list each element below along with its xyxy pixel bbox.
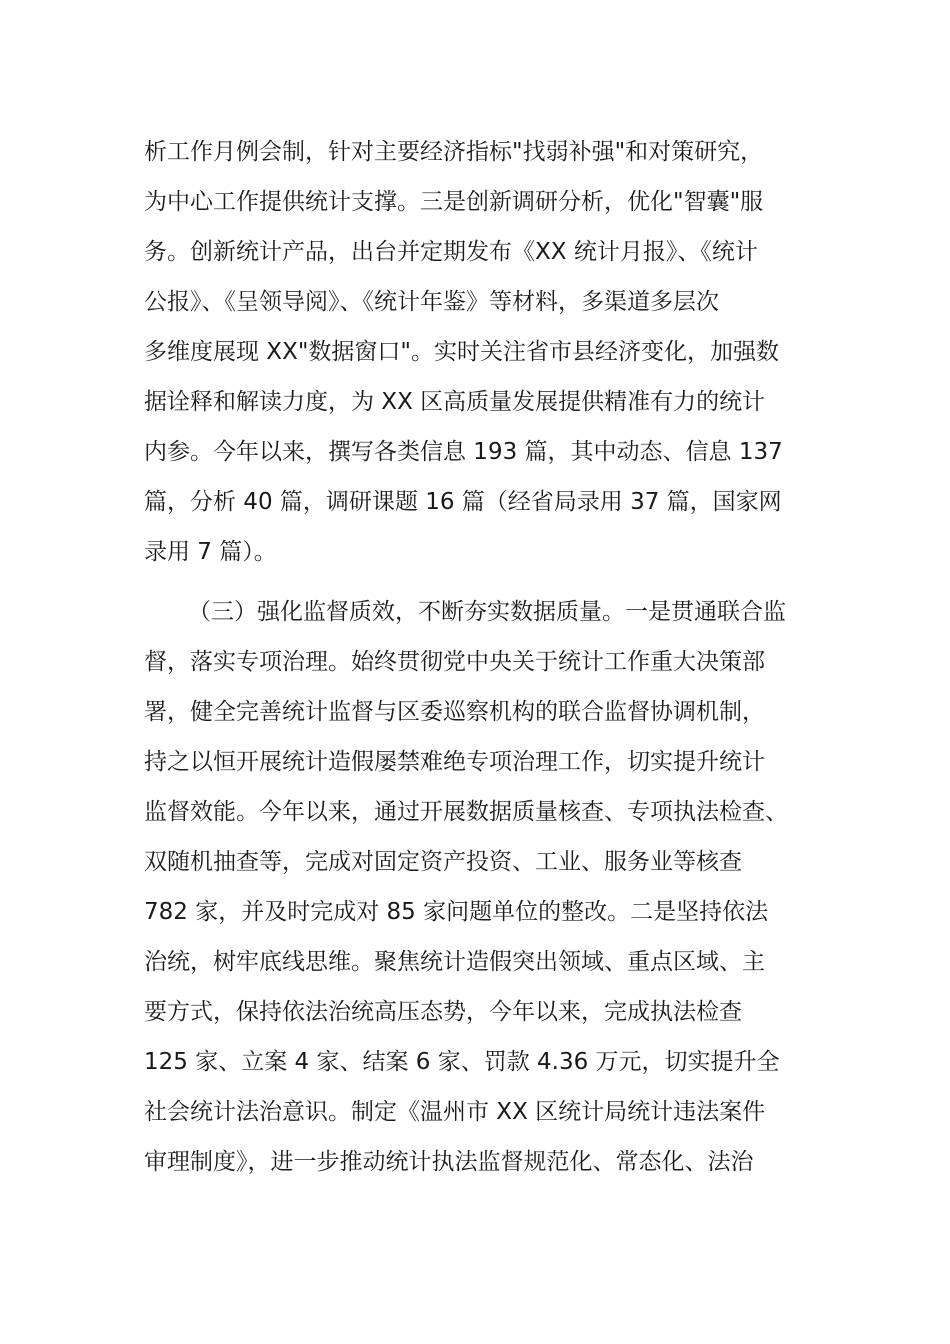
paragraph-2-line-2: 督，落实专项治理。始终贯彻党中央关于统计工作重大决策部 [144,649,765,675]
paragraph-1-line-5: 多维度展现 XX"数据窗口"。实时关注省市县经济变化，加强数 [144,339,779,365]
paragraph-1-line-4: 公报》、《呈领导阅》、《统计年鉴》等材料，多渠道多层次 [144,289,719,315]
paragraph-2-line-10: 125 家、立案 4 家、结案 6 家、罚款 4.36 万元，切实提升全 [144,1049,780,1075]
paragraph-1-line-2: 为中心工作提供统计支撑。三是创新调研分析，优化"智囊"服 [144,189,764,215]
paragraph-1-line-8: 篇，分析 40 篇，调研课题 16 篇（经省局录用 37 篇，国家网 [144,489,782,515]
paragraph-2-line-3: 署，健全完善统计监督与区委巡察机构的联合监督协调机制， [144,699,765,725]
paragraph-2-line-1: （三）强化监督质效，不断夯实数据质量。一是贯通联合监 [188,599,786,625]
paragraph-2-line-4: 持之以恒开展统计造假屡禁难绝专项治理工作，切实提升统计 [144,749,765,775]
paragraph-1-line-3: 务。创新统计产品，出台并定期发布《XX 统计月报》、《统计 [144,239,758,265]
paragraph-2-line-7: 782 家，并及时完成对 85 家问题单位的整改。二是坚持依法 [144,899,769,925]
paragraph-1-line-9: 录用 7 篇）。 [144,539,277,565]
paragraph-1-line-1: 析工作月例会制，针对主要经济指标"找弱补强"和对策研究， [144,139,764,165]
paragraph-2-line-9: 要方式，保持依法治统高压态势，今年以来，完成执法检查 [144,999,742,1025]
paragraph-2-line-6: 双随机抽查等，完成对固定资产投资、工业、服务业等核查 [144,849,742,875]
paragraph-2-line-11: 社会统计法治意识。制定《温州市 XX 区统计局统计违法案件 [144,1099,766,1125]
paragraph-1-line-7: 内参。今年以来，撰写各类信息 193 篇，其中动态、信息 137 [144,439,783,465]
paragraph-1-line-6: 据诠释和解读力度，为 XX 区高质量发展提供精准有力的统计 [144,389,766,415]
paragraph-2-line-8: 治统，树牢底线思维。聚焦统计造假突出领域、重点区域、主 [144,949,765,975]
paragraph-2-line-5: 监督效能。今年以来，通过开展数据质量核查、专项执法检查、 [144,799,788,825]
paragraph-2-line-12: 审理制度》，进一步推动统计执法监督规范化、常态化、法治 [144,1149,754,1175]
